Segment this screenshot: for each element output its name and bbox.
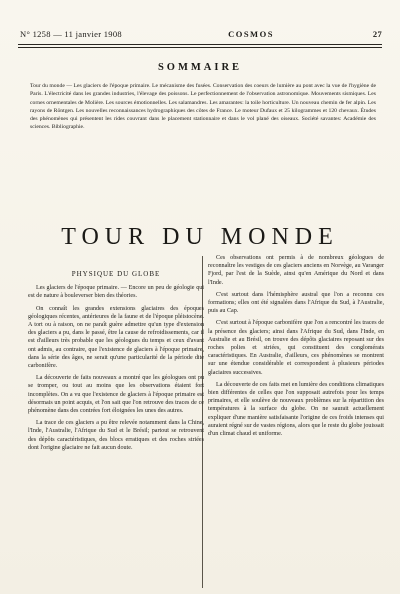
- issue-info: N° 1258 — 11 janvier 1908: [20, 29, 122, 39]
- paragraph: On connaît les grandes extensions glaciaires des époques géologiques récentes, antérieures de la faune et de l'époque pléistocène. A tort ou à raison, on ne paraît guère admettre qu'un type d'extension des glaciers a pu, dans le passé, être la cause de refroidissements, car il est d'ailleurs très probable que les géologues du temps et ceux d'avant ont admis, au contraire, que l'existence de glaciers à l'époque primaire, dans la série des âges, ne serait qu'une particularité de la période dite carbonifère.: [28, 305, 204, 370]
- paragraph: C'est surtout dans l'hémisphère austral que l'on a reconnu ces formations; elles ont été signalées dans l'Afrique du Sud, à l'Australie, puis au Cap.: [208, 291, 384, 315]
- page-number: 27: [372, 29, 382, 39]
- header-rule-thin: [18, 47, 382, 48]
- running-header: [20, 27, 382, 41]
- right-column: [208, 254, 384, 442]
- paragraph: La trace de ces glaciers a pu être relevée notamment dans la Chine, l'Inde, l'Australie, l'Afrique du Sud et le Brésil; partout se retrouvent des dépôts caractéristiques, des blocs erratiques et des roches striées dont l'origine glaciaire ne fait aucun doute.: [28, 420, 204, 451]
- header-rule: [18, 44, 382, 45]
- journal-name: COSMOS: [228, 29, 274, 39]
- left-column: [28, 270, 204, 456]
- column-heading: PHYSIQUE DU GLOBE: [71, 270, 161, 278]
- sommaire-title: SOMMAIRE: [157, 62, 243, 73]
- sommaire-text: Tour du monde — Les glaciers de l'époque primaire. Le mécanisme des fusées. Conservation des coeurs de lumière au pont avec la vue de l'hygiène de Paris. L'électricité dans les grandes industries, l'élevage des poissons. Le perfectionnement de l'observation astronomique. Mouvements sismiques. Les cornes ornementales de Molière. Les sources émotionnelles. Les salamandres. Les amarantes: la toile horticulture. Un nouveau chemin de fer alpin. Les rayons de Röntgen. Les nouvelles reconnaissances hydrographiques des côtes de France. Le moteur Dufaux et 25 kilogrammes et 120 chevaux. Études des phénomènes qui présentent les rides couvrant dans le placement stationnaire et dans le vol plané des oiseaux. Société savantes: Académie des sciences. Bibliographie.: [30, 83, 376, 131]
- paragraph: C'est surtout à l'époque carbonifère que l'on a rencontré les traces de la présence des glaciers; ainsi dans l'Afrique du Sud, dans l'Inde, en Australie et au Brésil, on trouve des dépôts glaciaires reposant sur des roches polies et striées, qui constituent des conglomérats caractéristiques. En Australie, d'ailleurs, ces phénomènes se montrent sur une étendue considérable et correspondent à plusieurs périodes glaciaires successives.: [208, 320, 384, 376]
- paragraph: La découverte de faits nouveaux a montré que les géologues ont pu se tromper, ou tout au moins que les observations étaient fort incomplètes. On a vu que l'existence de glaciers à l'époque primaire est désormais un point acquis, et l'on sait que l'on retrouve des traces de ce phénomène dans des contrées fort éloignées les unes des autres.: [28, 375, 204, 415]
- paragraph: Ces observations ont permis à de nombreux géologues de reconnaître les vestiges de ces glaciers anciens en Norvège, au Varanger Fjord, par l'est de la Suède, ainsi qu'en Amérique du Nord et dans l'Inde.: [208, 255, 384, 286]
- paragraph: Les glaciers de l'époque primaire. — Encore un peu de géologie qui est de nature à bouleverser bien des théories.: [28, 285, 204, 300]
- section-title: TOUR DU MONDE: [61, 224, 339, 250]
- paragraph: La découverte de ces faits met en lumière des conditions climatiques bien différentes de celles que l'on supposait autrefois pour les temps primaires, et elle soulève de nouveaux problèmes sur la répartition des températures à la surface du globe. On ne saurait actuellement expliquer d'une manière satisfaisante l'origine de ces froids intenses qui auraient régné sur de vastes régions, alors que le reste du globe jouissait d'un climat chaud et uniforme.: [208, 381, 384, 438]
